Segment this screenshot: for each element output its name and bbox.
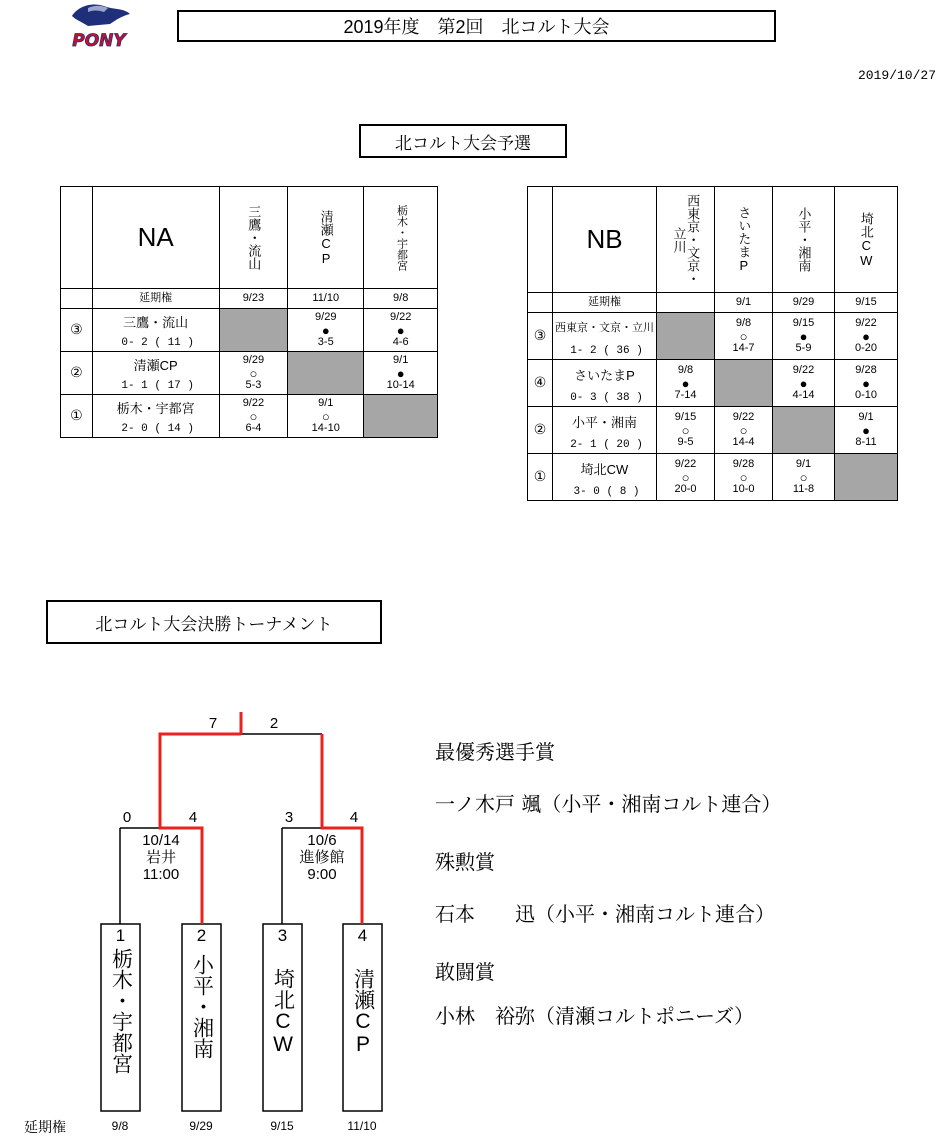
team-name: さいたまP <box>553 360 657 393</box>
ext-label: 延期権 <box>553 293 657 313</box>
match-score: 6-4 <box>245 421 262 434</box>
ext-date: 11/10 <box>288 289 364 309</box>
ext-label-bottom: 延期権 <box>24 1119 66 1135</box>
match-mark: ● <box>862 375 870 391</box>
award-1-title: 最優秀選手賞 <box>435 740 555 764</box>
column-team: 清瀬CP <box>288 187 364 289</box>
award-1-winner: 一ノ木戸 颯（小平・湘南コルト連合） <box>435 792 782 816</box>
league-name: NB <box>553 187 657 293</box>
rank: ① <box>61 395 93 438</box>
rank: ② <box>61 352 93 395</box>
ext-date: 9/15 <box>835 293 898 313</box>
match-mark: ○ <box>739 469 748 485</box>
semi1-venue: 岩井 <box>145 848 176 866</box>
team-record: 3- 0 ( 8 ) <box>553 487 657 501</box>
team-record: 0- 3 ( 38 ) <box>553 393 657 407</box>
ext-label: 延期権 <box>92 289 219 309</box>
match-date: 9/28 <box>855 363 877 376</box>
match-date: 9/22 <box>792 363 815 376</box>
team-record: 2- 0 ( 14 ) <box>92 424 219 438</box>
award-2-title: 殊勲賞 <box>435 850 495 874</box>
tournament-title: 北コルト大会決勝トーナメント <box>46 600 382 644</box>
match-mark: ○ <box>681 422 690 438</box>
match-score: 11-8 <box>792 482 815 495</box>
match-date: 9/1 <box>393 353 409 366</box>
rank: ③ <box>61 309 93 352</box>
team-name: 清瀬CP <box>92 352 219 381</box>
report-date: 2019/10/27 <box>857 68 936 83</box>
match-date: 9/22 <box>855 316 877 329</box>
match-mark: ● <box>862 328 870 344</box>
match-date: 9/28 <box>732 457 755 470</box>
match-mark: ● <box>799 328 808 344</box>
team-ext-2: 9/29 <box>189 1119 213 1133</box>
final-score-left: 7 <box>208 715 218 732</box>
match-date: 9/1 <box>795 457 812 470</box>
match-mark: ○ <box>249 365 258 381</box>
team-name: 栃木・宇都宮 <box>92 395 219 424</box>
match-score: 8-11 <box>855 435 877 448</box>
team-record: 2- 1 ( 20 ) <box>553 440 657 454</box>
match-score: 14-7 <box>732 341 755 354</box>
team-name: 小平・湘南 <box>553 407 657 440</box>
league-name: NA <box>92 187 219 289</box>
column-team: 三鷹・流山 <box>219 187 288 289</box>
match-date: 9/22 <box>242 396 265 409</box>
column-team: 小平・湘南 <box>773 187 835 293</box>
match-date: 9/1 <box>858 410 874 423</box>
rank: ② <box>528 407 553 454</box>
match-score: 14-4 <box>732 435 755 448</box>
ext-date: 9/1 <box>715 293 773 313</box>
match-score: 7-14 <box>674 388 697 401</box>
match-date: 9/22 <box>674 457 697 470</box>
match-mark: ● <box>321 322 330 338</box>
ext-date: 9/23 <box>219 289 288 309</box>
match-score: 5-3 <box>245 378 262 391</box>
match-score: 10-0 <box>732 482 755 495</box>
team-record: 1- 2 ( 36 ) <box>553 346 657 360</box>
semi2-info <box>283 833 361 883</box>
team-seed: 4 <box>357 926 368 945</box>
column-team: 西東京・文京・立川 <box>657 187 715 293</box>
semi2-venue: 進修館 <box>299 848 345 866</box>
match-score: 4-14 <box>792 388 815 401</box>
team-name: 西東京・文京・立川 <box>553 313 657 346</box>
page-title: 2019年度 第2回 北コルト大会 <box>177 10 776 42</box>
match-date: 9/15 <box>792 316 815 329</box>
team-slot-1 <box>101 926 140 1074</box>
match-score: 3-5 <box>317 335 334 348</box>
award-3-title: 敢闘賞 <box>435 960 495 984</box>
semi2-score-left: 3 <box>284 809 294 826</box>
match-mark: ● <box>396 322 405 338</box>
rank: ① <box>528 454 553 501</box>
match-mark: ○ <box>739 422 748 438</box>
match-mark: ○ <box>739 328 748 344</box>
semi2-score-right: 4 <box>349 809 359 826</box>
match-date: 9/29 <box>315 310 337 323</box>
team-seed: 3 <box>277 926 288 945</box>
team-record: 0- 2 ( 11 ) <box>92 338 219 352</box>
match-mark: ○ <box>321 408 330 424</box>
match-date: 9/8 <box>677 363 694 376</box>
match-score: 4-6 <box>392 335 409 348</box>
column-team: 埼北CW <box>835 187 898 293</box>
team-slot-3 <box>263 926 302 1056</box>
team-ext-1: 9/8 <box>111 1119 129 1133</box>
semi2-time: 9:00 <box>307 865 337 883</box>
match-date: 9/1 <box>318 396 334 409</box>
team-name: 小平・湘南 <box>190 954 214 1059</box>
team-seed: 1 <box>115 926 126 945</box>
team-ext-3: 9/15 <box>270 1119 294 1133</box>
match-date: 9/29 <box>242 353 265 366</box>
match-mark: ○ <box>249 408 258 424</box>
match-date: 9/22 <box>732 410 755 423</box>
team-name: 栃木・宇都宮 <box>109 948 133 1074</box>
team-name: 清瀬CP <box>351 968 375 1056</box>
match-score: 14-10 <box>311 421 340 434</box>
match-score: 9-5 <box>677 435 694 448</box>
team-record: 1- 1 ( 17 ) <box>92 381 219 395</box>
match-score: 0-20 <box>854 341 878 354</box>
match-score: 5-9 <box>795 341 812 354</box>
team-slot-2 <box>182 926 221 1059</box>
team-ext-4: 11/10 <box>347 1119 377 1133</box>
match-date: 9/22 <box>389 310 412 323</box>
final-score-right: 2 <box>269 715 279 732</box>
match-date: 9/8 <box>735 316 752 329</box>
team-slot-4 <box>343 926 382 1056</box>
match-score: 10-14 <box>386 378 415 391</box>
ext-date: 9/29 <box>773 293 835 313</box>
team-seed: 2 <box>196 926 207 945</box>
match-score: 0-10 <box>854 388 878 401</box>
match-mark: ○ <box>799 469 808 485</box>
match-score: 20-0 <box>674 482 697 495</box>
semi1-score-right: 4 <box>188 809 198 826</box>
semi2-date: 10/6 <box>307 832 337 849</box>
ext-date: 9/8 <box>364 289 438 309</box>
match-mark: ● <box>396 365 405 381</box>
match-mark: ● <box>799 375 808 391</box>
league-section-title: 北コルト大会予選 <box>359 124 567 158</box>
award-2-winner: 石本 迅（小平・湘南コルト連合） <box>435 902 775 926</box>
semi1-info <box>121 833 201 883</box>
match-mark: ● <box>681 375 690 391</box>
rank: ④ <box>528 360 553 407</box>
match-date: 9/15 <box>674 410 697 423</box>
column-team: 栃木・宇都宮 <box>364 187 438 289</box>
team-name: 三鷹・流山 <box>92 309 219 338</box>
semi1-date: 10/14 <box>142 832 180 849</box>
svg-text:PONY: PONY <box>72 31 126 51</box>
match-mark: ○ <box>681 469 690 485</box>
semi1-score-left: 0 <box>122 809 132 826</box>
team-name: 埼北CW <box>271 968 295 1056</box>
column-team: さいたまP <box>715 187 773 293</box>
match-mark: ● <box>862 422 870 438</box>
award-3-winner: 小林 裕弥（清瀬コルトポニーズ） <box>435 1004 754 1028</box>
semi1-time: 11:00 <box>142 865 180 883</box>
team-name: 埼北CW <box>553 454 657 487</box>
rank: ③ <box>528 313 553 360</box>
